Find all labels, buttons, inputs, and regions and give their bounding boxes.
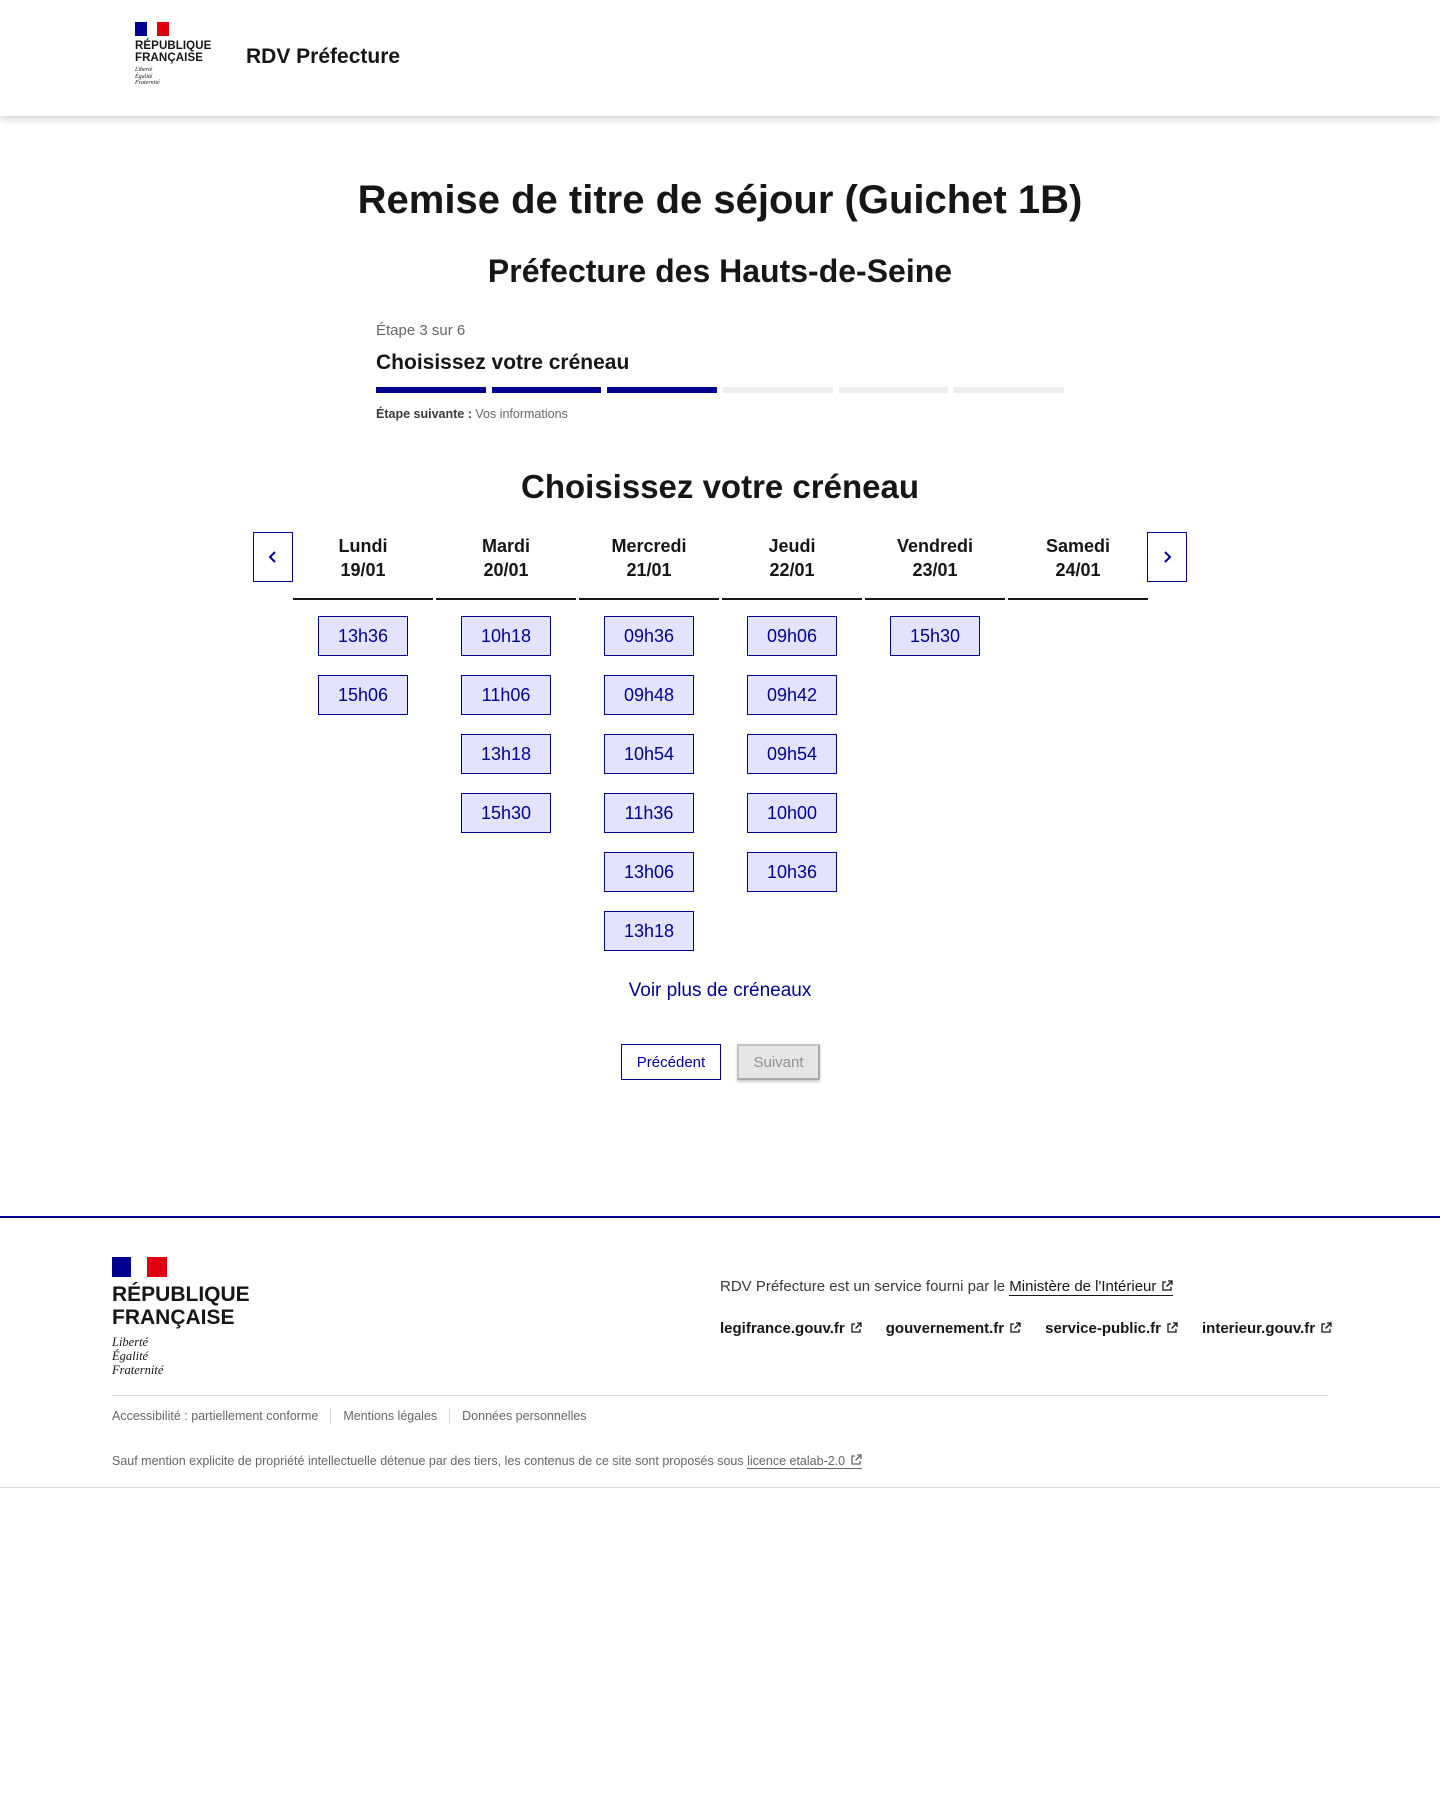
legal-mentions-link[interactable]: Mentions légales [343,1409,438,1423]
day-name: Mercredi [611,536,687,556]
site-header [0,0,1440,116]
day-date: 22/01 [769,560,815,580]
day-column-jeudi [722,532,862,892]
personal-data-link[interactable]: Données personnelles [462,1409,587,1423]
rf-motto: Liberté Égalité Fraternité [135,67,160,86]
day-name: Vendredi [896,536,974,556]
time-slot-button[interactable]: 15h30 [890,616,980,656]
step-count: Étape 3 sur 6 [376,322,466,339]
time-slot-button[interactable]: 15h30 [461,793,551,833]
day-name: Mardi [481,536,530,556]
slot-list [865,616,1005,656]
previous-step-button[interactable]: Précédent [621,1044,721,1080]
day-header [1008,532,1148,600]
time-slot-button[interactable]: 10h00 [747,793,837,833]
footer-rf-motto: Liberté Égalité Fraternité [112,1335,164,1377]
time-slot-button[interactable]: 13h06 [604,852,694,892]
slot-list [722,616,862,892]
day-date: 20/01 [483,560,529,580]
step-bar [607,387,717,393]
day-column-vendredi [865,532,1005,656]
time-slot-button[interactable]: 15h06 [318,675,408,715]
day-name: Samedi [1045,536,1111,556]
footer-bottom-links [112,1408,587,1424]
time-slot-button[interactable]: 09h06 [747,616,837,656]
time-slot-button[interactable]: 10h18 [461,616,551,656]
site-footer [0,1216,1440,1488]
day-date: 23/01 [912,560,958,580]
step-title: Choisissez votre créneau [376,351,630,374]
step-bar [954,387,1064,393]
chevron-right-icon [1160,550,1174,564]
day-date: 19/01 [340,560,386,580]
chevron-left-icon [266,550,280,564]
footer-link-legifrance[interactable]: legifrance.gouv.fr [720,1320,862,1337]
footer-link-service-public[interactable]: service-public.fr [1045,1320,1178,1337]
page-subtitle: Préfecture des Hauts-de-Seine [487,253,953,289]
day-header [722,532,862,600]
time-slot-button[interactable]: 13h18 [461,734,551,774]
day-header [293,532,433,600]
time-slot-button[interactable]: 11h36 [604,793,694,833]
day-date: 24/01 [1055,560,1101,580]
footer-republique-francaise-logo[interactable] [112,1257,250,1377]
external-link-icon [850,1454,862,1466]
footer-link-gouvernement[interactable]: gouvernement.fr [886,1320,1021,1337]
time-slot-button[interactable]: 09h54 [747,734,837,774]
day-column-mercredi [579,532,719,951]
separator [330,1408,331,1424]
time-slot-button[interactable]: 09h48 [604,675,694,715]
time-slot-button[interactable]: 09h42 [747,675,837,715]
slot-list [436,616,576,833]
step-next-value: Vos informations [475,407,568,421]
external-link-icon [1320,1322,1332,1334]
section-title: Choisissez votre créneau [521,468,919,505]
marianne-flag-icon [112,1257,167,1277]
footer-divider [112,1395,1328,1396]
external-link-icon [850,1322,862,1334]
day-header [579,532,719,600]
step-progress-bars [376,387,1064,393]
external-link-icon [1166,1322,1178,1334]
slot-list [293,616,433,715]
footer-rf-name: RÉPUBLIQUE FRANÇAISE [112,1283,250,1329]
marianne-flag-icon [135,22,169,36]
footer-license: Sauf mention explicite de propriété intellectuelle détenue par des tiers, les contenus de ce site sont proposés sous licence etalab-2.0 [112,1454,862,1468]
license-link[interactable]: licence etalab-2.0 [747,1454,862,1469]
day-name: Jeudi [768,536,816,556]
day-name: Lundi [338,536,388,556]
day-header [436,532,576,600]
previous-week-button[interactable] [253,532,293,582]
step-bar [492,387,602,393]
footer-link-interieur[interactable]: interieur.gouv.fr [1202,1320,1332,1337]
time-slot-button[interactable]: 10h36 [747,852,837,892]
more-slots-link[interactable]: Voir plus de créneaux [628,980,812,1001]
next-week-button[interactable] [1147,532,1187,582]
slot-list [579,616,719,951]
external-link-icon [1009,1322,1021,1334]
time-slot-button[interactable]: 09h36 [604,616,694,656]
stepper [376,322,1064,421]
page-title: Remise de titre de séjour (Guichet 1B) [357,178,1083,222]
separator [449,1408,450,1424]
accessibility-link[interactable]: Accessibilité : partiellement conforme [112,1409,319,1423]
time-slot-button[interactable]: 10h54 [604,734,694,774]
day-column-mardi [436,532,576,833]
day-column-lundi [293,532,433,715]
time-slot-button[interactable]: 13h18 [604,911,694,951]
step-bar [723,387,833,393]
day-date: 21/01 [626,560,672,580]
rf-name: RÉPUBLIQUE FRANÇAISE [135,40,212,64]
next-step-button: Suivant [737,1044,820,1080]
time-slot-button[interactable]: 13h36 [318,616,408,656]
day-column-samedi [1008,532,1148,600]
republique-francaise-logo[interactable] [135,22,215,96]
step-bar [376,387,486,393]
footer-description: RDV Préfecture est un service fourni par le Ministère de l'Intérieur [720,1278,1173,1295]
day-header [865,532,1005,600]
time-slot-button[interactable]: 11h06 [461,675,551,715]
footer-links [720,1320,1332,1337]
external-link-icon [1161,1280,1173,1292]
step-bar [839,387,949,393]
ministere-link[interactable]: Ministère de l'Intérieur [1009,1278,1173,1296]
step-next-label: Étape suivante : [376,407,472,421]
step-next [376,407,1064,421]
site-title[interactable]: RDV Préfecture [246,45,401,68]
